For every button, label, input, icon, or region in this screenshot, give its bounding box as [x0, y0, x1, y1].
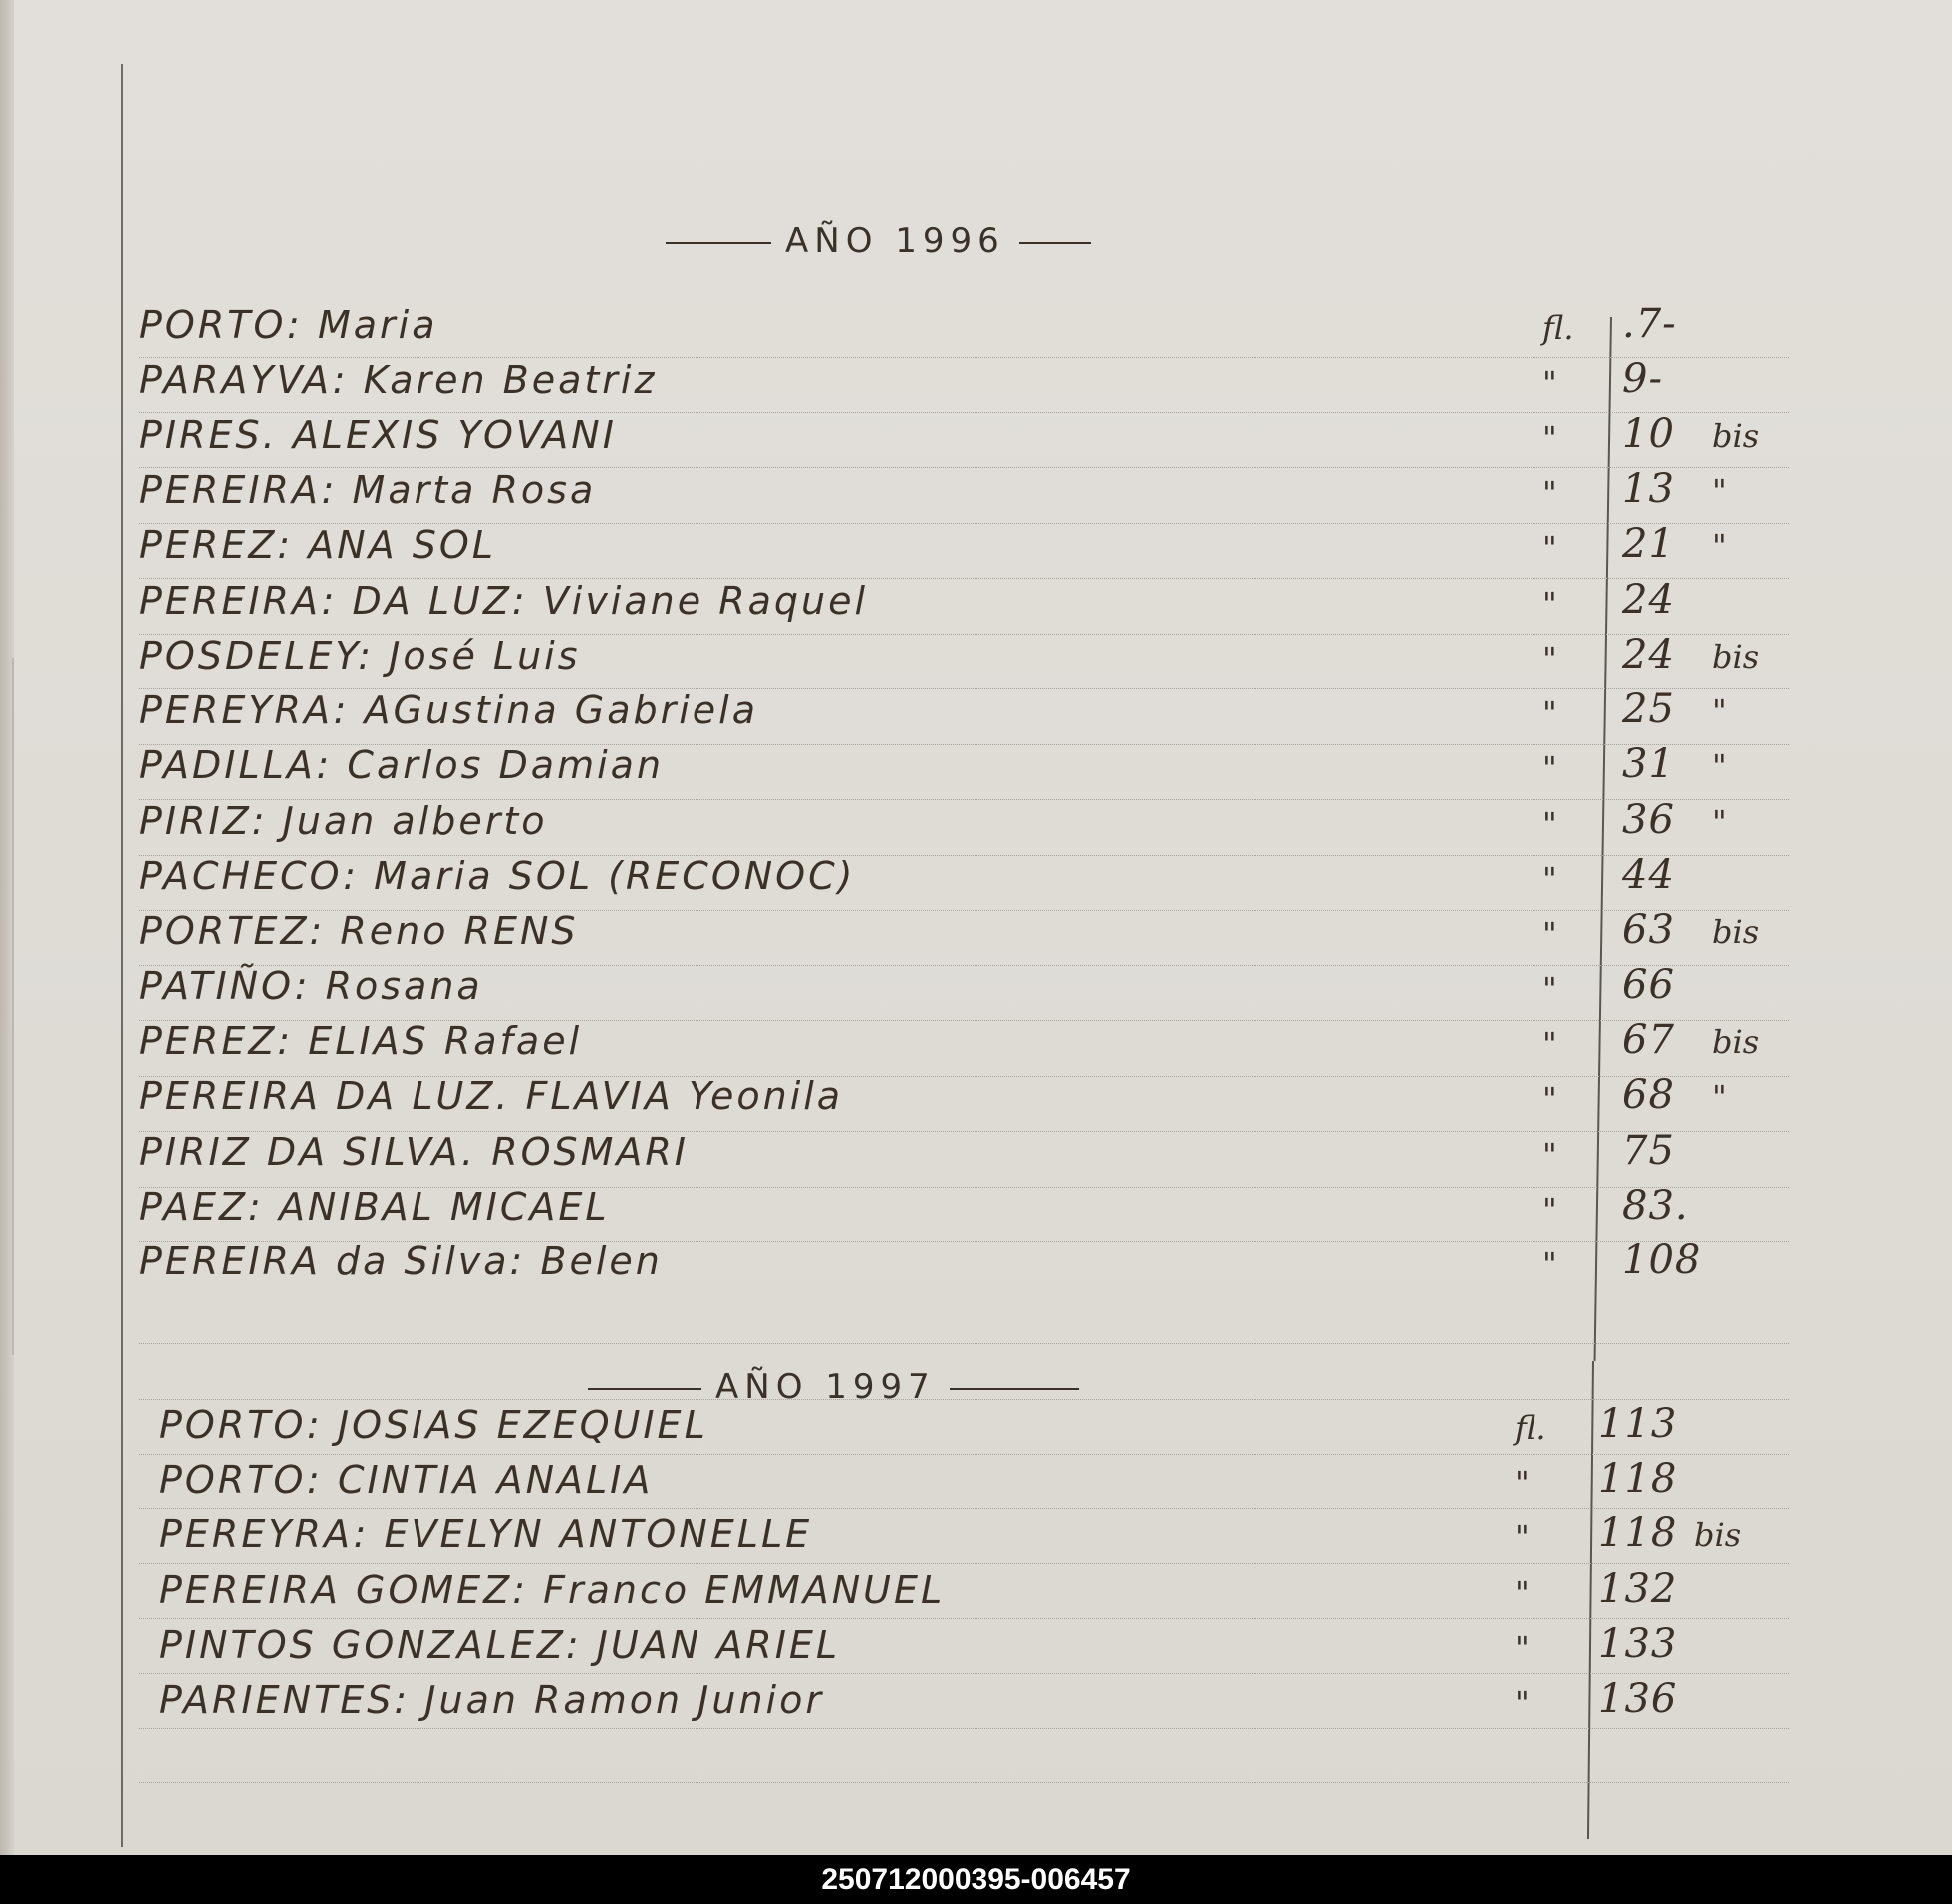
- entry-ditto-mark: ": [1542, 585, 1557, 623]
- entry-folio: 24: [1622, 632, 1675, 678]
- entry-suffix: ": [1712, 527, 1727, 565]
- ledger-entry: [139, 628, 1794, 683]
- entry-ditto-mark: fl.: [1542, 309, 1574, 347]
- entry-suffix: ": [1712, 803, 1727, 841]
- entry-folio: 133: [1598, 1621, 1678, 1667]
- entry-folio: 10: [1622, 411, 1675, 457]
- entry-name: PEREIRA da Silva: Belen: [139, 1239, 663, 1283]
- entry-name: PAEZ: ANIBAL MICAEL: [139, 1185, 610, 1228]
- page-fold: [12, 658, 14, 1355]
- ledger-entry: [139, 903, 1794, 958]
- entry-ditto-mark: ": [1515, 1629, 1530, 1667]
- ruled-line: [139, 1782, 1789, 1783]
- entry-name: PEREZ: ANA SOL: [139, 523, 496, 567]
- heading-dash: [1019, 242, 1091, 244]
- ledger-entry: [159, 1452, 1794, 1507]
- entry-ditto-mark: ": [1542, 694, 1557, 732]
- entry-folio: .7-: [1622, 301, 1677, 347]
- entry-folio: 113: [1598, 1401, 1678, 1447]
- entry-folio: 63: [1622, 907, 1675, 952]
- ledger-entry: [139, 958, 1794, 1014]
- entry-ditto-mark: ": [1515, 1464, 1530, 1501]
- entry-name: PARAYVA: Karen Beatriz: [139, 358, 658, 402]
- entry-ditto-mark: ": [1542, 749, 1557, 787]
- entry-name: PEREIRA: Marta Rosa: [139, 468, 597, 512]
- entry-ditto-mark: fl.: [1515, 1409, 1546, 1447]
- ledger-entry: [139, 352, 1794, 408]
- entry-folio: 136: [1598, 1676, 1678, 1722]
- entry-ditto-mark: ": [1542, 915, 1557, 952]
- ledger-entry: [139, 517, 1794, 573]
- entry-suffix: ": [1712, 1078, 1727, 1116]
- heading-text: AÑO 1997: [715, 1367, 936, 1407]
- heading-dash: [666, 242, 771, 244]
- ledger-entry: [139, 1233, 1794, 1289]
- entry-name: PEREIRA: DA LUZ: Viviane Raquel: [139, 579, 869, 623]
- entry-folio: 66: [1622, 962, 1675, 1008]
- entry-suffix: ": [1712, 747, 1727, 785]
- ledger-entry: [159, 1506, 1794, 1562]
- entry-suffix: ": [1712, 472, 1727, 510]
- entry-folio: 67: [1622, 1017, 1675, 1063]
- section-heading-1996: [666, 221, 1091, 261]
- entry-folio: 13: [1622, 466, 1675, 512]
- ledger-entry: [139, 848, 1794, 904]
- entry-ditto-mark: ": [1542, 1245, 1557, 1283]
- entry-suffix: ": [1712, 692, 1727, 730]
- ledger-entry: [139, 793, 1794, 849]
- ledger-entry: [139, 682, 1794, 738]
- entry-suffix: bis: [1712, 913, 1760, 951]
- entry-ditto-mark: ": [1542, 474, 1557, 512]
- ledger-entry: [139, 1124, 1794, 1180]
- entry-folio: 9-: [1622, 356, 1663, 402]
- entry-name: PEREIRA GOMEZ: Franco EMMANUEL: [159, 1568, 946, 1612]
- entry-folio: 118: [1598, 1510, 1678, 1556]
- ledger-entry: [139, 737, 1794, 793]
- entry-name: POSDELEY: José Luis: [139, 634, 581, 678]
- entry-name: PINTOS GONZALEZ: JUAN ARIEL: [159, 1623, 841, 1667]
- entry-suffix: bis: [1694, 1516, 1742, 1554]
- entry-folio: 118: [1598, 1456, 1678, 1501]
- entry-folio: 132: [1598, 1566, 1678, 1612]
- heading-dash: [950, 1388, 1079, 1390]
- heading-dash: [588, 1388, 701, 1390]
- entry-name: PACHECO: Maria SOL (RECONOC): [139, 854, 856, 898]
- entry-name: PORTO: Maria: [139, 303, 438, 347]
- entry-ditto-mark: ": [1515, 1518, 1530, 1556]
- entry-folio: 68: [1622, 1072, 1675, 1118]
- entry-suffix: bis: [1712, 638, 1760, 676]
- ledger-entry: [139, 573, 1794, 629]
- entry-name: PEREZ: ELIAS Rafael: [139, 1019, 583, 1063]
- entry-name: PEREYRA: AGustina Gabriela: [139, 688, 759, 732]
- entry-folio: 83.: [1622, 1183, 1689, 1228]
- entry-ditto-mark: ": [1542, 1136, 1557, 1174]
- entry-name: PIRES. ALEXIS YOVANI: [139, 413, 617, 457]
- ledger-entry: [139, 297, 1794, 353]
- entry-ditto-mark: ": [1542, 1025, 1557, 1063]
- entry-name: PIRIZ DA SILVA. ROSMARI: [139, 1130, 690, 1174]
- ledger-entry: [159, 1397, 1794, 1453]
- entry-name: PIRIZ: Juan alberto: [139, 799, 548, 843]
- entry-ditto-mark: ": [1542, 805, 1557, 843]
- entry-folio: 24: [1622, 577, 1675, 623]
- entry-name: PEREYRA: EVELYN ANTONELLE: [159, 1512, 813, 1556]
- entry-ditto-mark: ": [1542, 640, 1557, 678]
- ledger-entry: [139, 408, 1794, 463]
- ledger-entry: [139, 1179, 1794, 1234]
- entry-folio: 44: [1622, 852, 1675, 898]
- entry-folio: 36: [1622, 797, 1675, 843]
- ledger-entry: [139, 1013, 1794, 1069]
- entry-ditto-mark: ": [1542, 364, 1557, 402]
- entry-ditto-mark: ": [1542, 860, 1557, 898]
- entry-name: PEREIRA DA LUZ. FLAVIA Yeonila: [139, 1074, 844, 1118]
- entry-name: PORTO: JOSIAS EZEQUIEL: [159, 1403, 708, 1447]
- entry-name: PADILLA: Carlos Damian: [139, 743, 665, 787]
- heading-text: AÑO 1996: [785, 221, 1005, 261]
- entry-ditto-mark: ": [1515, 1574, 1530, 1612]
- entry-ditto-mark: ": [1542, 970, 1557, 1008]
- entry-folio: 108: [1622, 1237, 1702, 1283]
- entry-name: PATIÑO: Rosana: [139, 964, 483, 1008]
- entry-folio: 25: [1622, 686, 1675, 732]
- entry-name: PORTO: CINTIA ANALIA: [159, 1458, 654, 1501]
- entry-ditto-mark: ": [1542, 1080, 1557, 1118]
- entry-folio: 21: [1622, 521, 1675, 567]
- entry-suffix: bis: [1712, 1023, 1760, 1061]
- entry-ditto-mark: ": [1542, 419, 1557, 457]
- ledger-entry: [139, 1068, 1794, 1124]
- ledger-entry: [159, 1672, 1794, 1728]
- ledger-entry: [139, 462, 1794, 518]
- ledger-entry: [159, 1562, 1794, 1618]
- entry-folio: 75: [1622, 1128, 1675, 1174]
- entry-name: PARIENTES: Juan Ramon Junior: [159, 1678, 824, 1722]
- entry-ditto-mark: ": [1542, 1191, 1557, 1228]
- entry-name: PORTEZ: Reno RENS: [139, 909, 579, 952]
- entry-ditto-mark: ": [1515, 1684, 1530, 1722]
- ruled-line: [139, 1728, 1789, 1729]
- entry-ditto-mark: ": [1542, 529, 1557, 567]
- document-code: 250712000395-006457: [821, 1863, 1131, 1896]
- ledger-entry: [159, 1617, 1794, 1673]
- ruled-line: [139, 1343, 1789, 1344]
- entry-folio: 31: [1622, 741, 1675, 787]
- margin-line: [121, 64, 123, 1847]
- entry-suffix: bis: [1712, 417, 1760, 455]
